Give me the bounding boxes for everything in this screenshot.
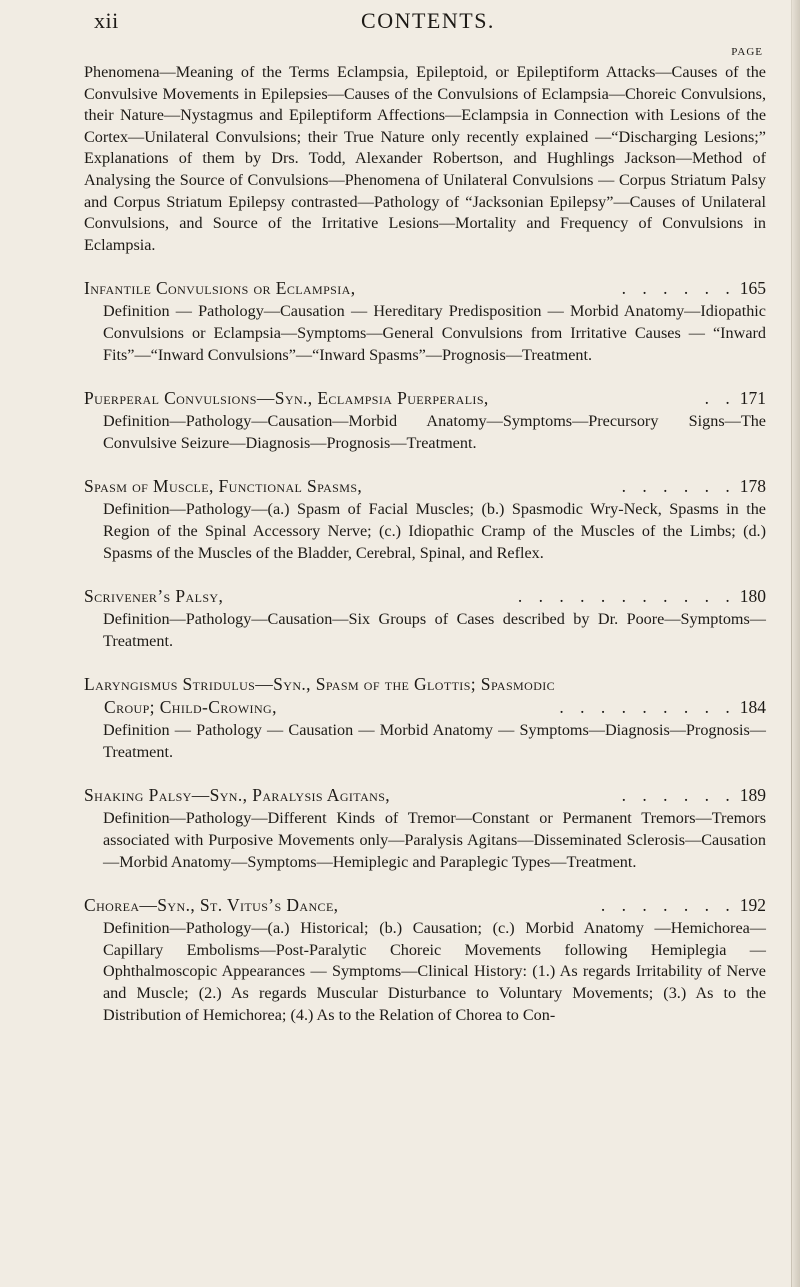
entry-title: Scrivener’s Palsy,: [84, 586, 224, 607]
dot-leader: . . . . . .: [621, 476, 736, 497]
page-edge: [792, 0, 800, 1287]
running-header: [94, 8, 762, 38]
dot-leader: . . . . . . . . .: [559, 697, 736, 718]
contents-entry: [84, 585, 766, 652]
entry-title-continued: Croup; Child-Crowing,: [104, 697, 277, 718]
contents-list: [84, 62, 766, 1026]
page-edge-line: [791, 0, 792, 1287]
entry-summary: Definition — Pathology—Causation — Hereditary Predisposition — Morbid Anatomy—Idiopathic Convulsions or Eclampsia—Symptoms—General Convulsions from Irritative Causes — “Inward Fits”—“Inward Convulsions”—“Inward Spasms”—Prognosis—Treatment.: [103, 302, 766, 364]
entry-summary: Definition—Pathology—Causation—Six Groups of Cases described by Dr. Poore—Symptoms—Treatment.: [103, 610, 766, 650]
entry-heading: [84, 277, 766, 300]
dot-leader: . .: [704, 388, 736, 409]
entry-page: 189: [739, 785, 766, 806]
entry-page: 192: [739, 895, 766, 916]
entry-title: Infantile Convulsions or Eclampsia,: [84, 278, 356, 299]
contents-entry: [84, 387, 766, 454]
contents-entry: [84, 784, 766, 873]
entry-summary: Definition—Pathology—(a.) Spasm of Facial Muscles; (b.) Spasmodic Wry-Neck, Spasms in the Region of the Spinal Accessory Nerve; (c.) Idiopathic Cramp of the Muscles of the Limbs; (d.) Spasms of the Muscles of the Bladder, Cerebral, Spinal, and Reflex.: [103, 500, 766, 562]
entry-page: 178: [739, 476, 766, 497]
entry-page: 184: [739, 697, 766, 718]
entry-title: Shaking Palsy—Syn., Paralysis Agitans,: [84, 785, 391, 806]
entry-heading: [84, 387, 766, 410]
entry-page: 180: [739, 586, 766, 607]
page-number: xii: [94, 8, 119, 33]
running-title: CONTENTS.: [361, 8, 495, 33]
entry-summary: Definition — Pathology — Causation — Morbid Anatomy — Symptoms—Diagnosis—Prognosis—Treatment.: [103, 721, 766, 761]
entry-summary: Definition—Pathology—Causation—Morbid Anatomy—Symptoms—Precursory Signs—The Convulsive Seizure—Diagnosis—Prognosis—Treatment.: [103, 412, 766, 452]
contents-entry: [84, 277, 766, 366]
entry-page: 171: [739, 388, 766, 409]
entry-heading: [84, 784, 766, 807]
entry-heading: [84, 475, 766, 498]
entry-summary: Definition—Pathology—Different Kinds of Tremor—Constant or Permanent Tremors—Tremors associated with Purposive Movements only—Paralysis Agitans—Disseminated Sclerosis—Causation—Morbid Anatomy—Symptoms—Hemiplegic and Paraplegic Types—Treatment.: [103, 809, 766, 871]
contents-entry: [84, 673, 766, 763]
entry-title: Chorea—Syn., St. Vitus’s Dance,: [84, 895, 339, 916]
entry-summary: Definition—Pathology—(a.) Historical; (b.) Causation; (c.) Morbid Anatomy —Hemichorea—Capillary Embolisms—Post-Paralytic Choreic Movements following Hemiplegia — Ophthalmoscopic Appearances — Symptoms—Clinical History: (1.) As regards Irritability of Nerve and Muscle; (2.) As regards Muscular Disturbance to Voluntary Movements; (3.) As to the Distribution of Hemichorea; (4.) As to the Relation of Chorea to Con-: [103, 919, 766, 1024]
entry-heading: [84, 894, 766, 917]
dot-leader: . . . . . . . . . . .: [517, 586, 736, 607]
entry-title: Puerperal Convulsions—Syn., Eclampsia Puerperalis,: [84, 388, 489, 409]
entry-heading: [84, 673, 766, 719]
entry-heading: [84, 585, 766, 608]
entry-title: Laryngismus Stridulus—Syn., Spasm of the Glottis; Spasmodic: [84, 674, 556, 695]
contents-entry: [84, 475, 766, 564]
dot-leader: . . . . . .: [621, 278, 736, 299]
entry-page: 165: [739, 278, 766, 299]
dot-leader: . . . . . .: [621, 785, 736, 806]
entry-title: Spasm of Muscle, Functional Spasms,: [84, 476, 363, 497]
page-column-label: PAGE: [731, 46, 763, 58]
dot-leader: . . . . . . .: [600, 895, 736, 916]
continued-entry-text: Phenomena—Meaning of the Terms Eclampsia, Epileptoid, or Epileptiform Attacks—Causes of the Convulsive Movements in Epilepsies—Causes of the Convulsions of Eclampsia—Choreic Convulsions, their Nature—Nystagmus and Epileptiform Affections—Eclampsia in Connection with Lesions of the Cortex—Unilateral Convulsions; their True Nature only recently explained —“Discharging Lesions;” Explanations of them by Drs. Todd, Alexander Robertson, and Hughlings Jackson—Method of Analysing the Source of Convulsions—Phenomena of Unilateral Convulsions — Corpus Striatum Palsy and Corpus Striatum Epilepsy contrasted—Pathology of “Jacksonian Epilepsy”—Causes of Unilateral Convulsions, and Source of the Irritative Lesions—Mortality and Frequency of Convulsions in Eclampsia.: [84, 63, 766, 254]
contents-entry: [84, 894, 766, 1026]
